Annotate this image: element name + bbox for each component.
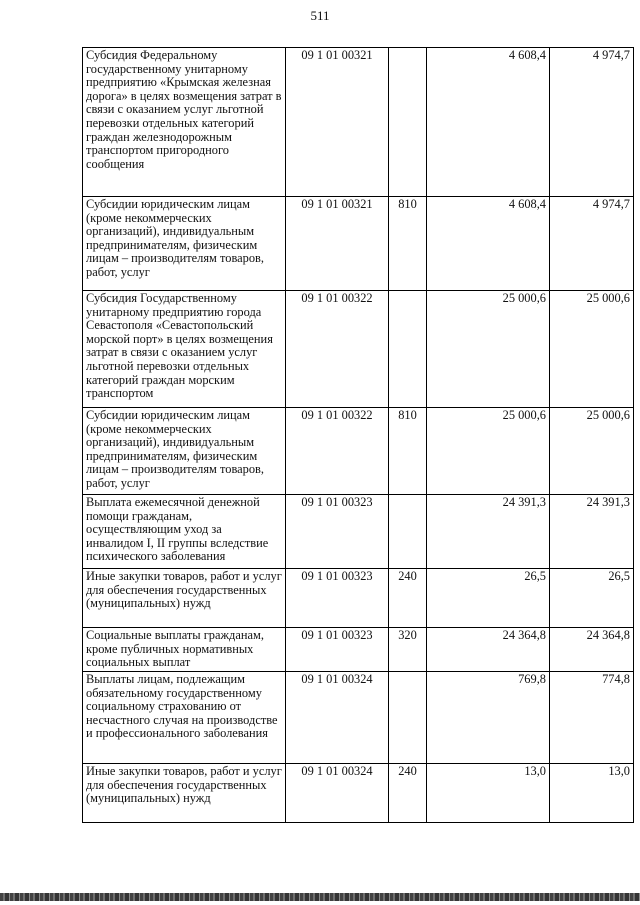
row-name: Социальные выплаты гражданам, кроме публичных нормативных социальных выплат: [83, 628, 286, 672]
row-sum-year-2: 4 974,7: [550, 197, 634, 291]
row-name: Субсидия Федеральному государственному унитарному предприятию «Крымская железная дорога» в целях возмещения затрат в связи с оказанием услуг льготной перевозки отдельных категорий граждан железнодорожным транспортом пригородного сообщения: [83, 48, 286, 197]
row-sum-year-1: 24 391,3: [427, 495, 550, 569]
table-row: [83, 408, 634, 495]
row-expense-type: 810: [389, 408, 427, 495]
row-name: Иные закупки товаров, работ и услуг для обеспечения государственных (муниципальных) нужд: [83, 764, 286, 823]
row-sum-year-2: 24 364,8: [550, 628, 634, 672]
row-sum-year-1: 4 608,4: [427, 48, 550, 197]
row-target-code: 09 1 01 00321: [286, 48, 389, 197]
row-target-code: 09 1 01 00323: [286, 495, 389, 569]
row-target-code: 09 1 01 00322: [286, 291, 389, 408]
row-sum-year-1: 24 364,8: [427, 628, 550, 672]
row-name: Выплата ежемесячной денежной помощи гражданам, осуществляющим уход за инвалидом I, II группы вследствие психического заболевания: [83, 495, 286, 569]
table-row: [83, 291, 634, 408]
row-sum-year-2: 25 000,6: [550, 291, 634, 408]
table-row: [83, 672, 634, 764]
row-target-code: 09 1 01 00323: [286, 569, 389, 628]
row-expense-type: 240: [389, 569, 427, 628]
row-sum-year-1: 13,0: [427, 764, 550, 823]
row-name: Субсидии юридическим лицам (кроме некоммерческих организаций), индивидуальным предпринимателям, физическим лицам – производителям товаров, работ, услуг: [83, 197, 286, 291]
row-sum-year-2: 26,5: [550, 569, 634, 628]
budget-table-body: [83, 48, 634, 823]
row-expense-type: [389, 291, 427, 408]
row-sum-year-1: 25 000,6: [427, 408, 550, 495]
row-name: Субсидии юридическим лицам (кроме некоммерческих организаций), индивидуальным предпринимателям, физическим лицам – производителям товаров, работ, услуг: [83, 408, 286, 495]
table-row: [83, 764, 634, 823]
row-target-code: 09 1 01 00323: [286, 628, 389, 672]
row-target-code: 09 1 01 00324: [286, 672, 389, 764]
row-sum-year-1: 4 608,4: [427, 197, 550, 291]
scan-edge-strip: [0, 893, 640, 901]
row-target-code: 09 1 01 00322: [286, 408, 389, 495]
row-expense-type: 320: [389, 628, 427, 672]
page-number: 511: [310, 8, 330, 23]
row-sum-year-1: 26,5: [427, 569, 550, 628]
budget-table: [82, 47, 634, 823]
row-name: Выплаты лицам, подлежащим обязательному государственному социальному страхованию от несчастного случая на производстве и профессионального заболевания: [83, 672, 286, 764]
row-expense-type: [389, 672, 427, 764]
row-sum-year-2: 24 391,3: [550, 495, 634, 569]
row-target-code: 09 1 01 00324: [286, 764, 389, 823]
row-sum-year-2: 25 000,6: [550, 408, 634, 495]
row-expense-type: 240: [389, 764, 427, 823]
table-row: [83, 197, 634, 291]
row-expense-type: [389, 48, 427, 197]
row-sum-year-2: 774,8: [550, 672, 634, 764]
row-expense-type: 810: [389, 197, 427, 291]
row-name: Субсидия Государственному унитарному предприятию города Севастополя «Севастопольский морской порт» в целях возмещения затрат в связи с оказанием услуг льготной перевозки отдельных категорий граждан морским транспортом: [83, 291, 286, 408]
row-expense-type: [389, 495, 427, 569]
row-sum-year-2: 13,0: [550, 764, 634, 823]
row-target-code: 09 1 01 00321: [286, 197, 389, 291]
table-row: [83, 628, 634, 672]
row-sum-year-1: 769,8: [427, 672, 550, 764]
row-name: Иные закупки товаров, работ и услуг для обеспечения государственных (муниципальных) нужд: [83, 569, 286, 628]
table-row: [83, 48, 634, 197]
row-sum-year-2: 4 974,7: [550, 48, 634, 197]
row-sum-year-1: 25 000,6: [427, 291, 550, 408]
table-row: [83, 569, 634, 628]
table-row: [83, 495, 634, 569]
